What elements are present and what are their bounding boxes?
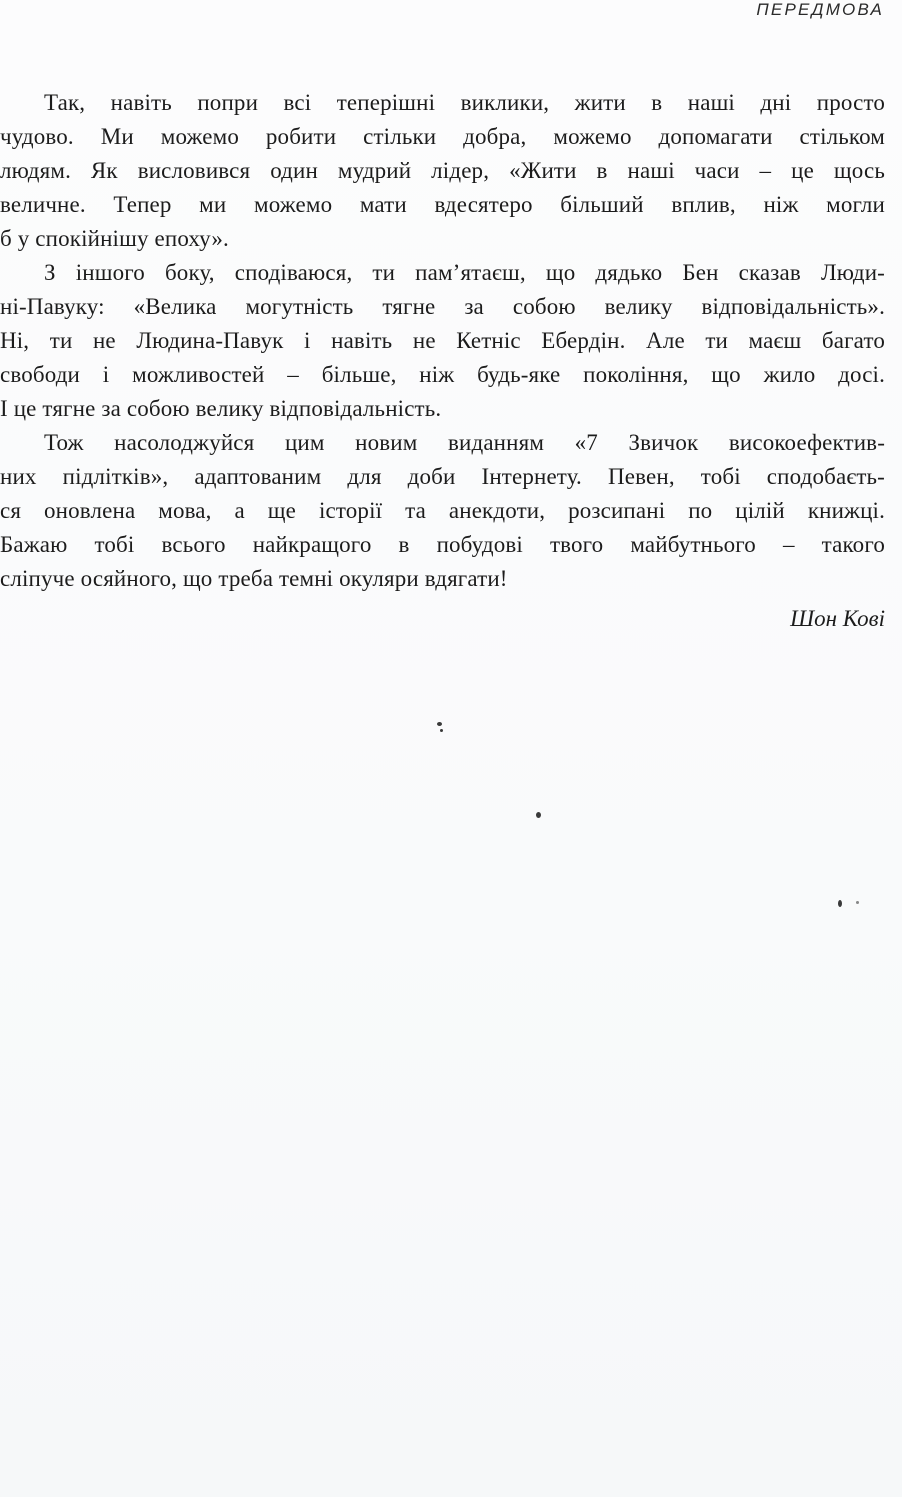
scan-speck xyxy=(437,722,442,726)
text-line: Ні, ти не Людина-Павук і навіть не Кетніс Ебердін. Але ти маєш багато xyxy=(0,328,885,353)
text-line: сліпуче осяйного, що треба темні окуляри вдягати! xyxy=(0,566,508,591)
text-line: людям. Як висловився один мудрий лідер, «Жити в наші часи – це щось xyxy=(0,158,885,183)
text-line: З іншого боку, сподіваюся, ти пам’ятаєш, що дядько Бен сказав Люди- xyxy=(44,260,885,285)
scan-speck xyxy=(440,729,443,732)
text-line: чудово. Ми можемо робити стільки добра, можемо допомагати стільком xyxy=(0,124,885,149)
text-line: б у спокійнішу епоху». xyxy=(0,226,229,251)
text-line: свободи і можливостей – більше, ніж будь-яке покоління, що жило досі. xyxy=(0,362,885,387)
scan-speck xyxy=(838,900,842,907)
scan-speck xyxy=(856,901,859,904)
author-signature: Шон Кові xyxy=(790,606,885,631)
text-line: ся оновлена мова, а ще історії та анекдоти, розсипані по цілій книжці. xyxy=(0,498,885,523)
text-line: величне. Тепер ми можемо мати вдесятеро більший вплив, ніж могли xyxy=(0,192,885,217)
running-header: ПЕРЕДМОВА xyxy=(756,0,884,19)
scan-speck xyxy=(536,812,541,818)
text-line: Тож насолоджуйся цим новим виданням «7 Звичок високоефектив- xyxy=(44,430,885,455)
text-line: Так, навіть попри всі теперішні виклики, жити в наші дні просто xyxy=(44,90,885,115)
text-line: ні-Павуку: «Велика могутність тягне за собою велику відповідальність». xyxy=(0,294,885,319)
text-line: І це тягне за собою велику відповідальність. xyxy=(0,396,442,421)
text-line: Бажаю тобі всього найкращого в побудові твого майбутнього – такого xyxy=(0,532,885,557)
text-line: них підлітків», адаптованим для доби Інтернету. Певен, тобі сподобаєть- xyxy=(0,464,885,489)
preface-text xyxy=(0,86,885,596)
